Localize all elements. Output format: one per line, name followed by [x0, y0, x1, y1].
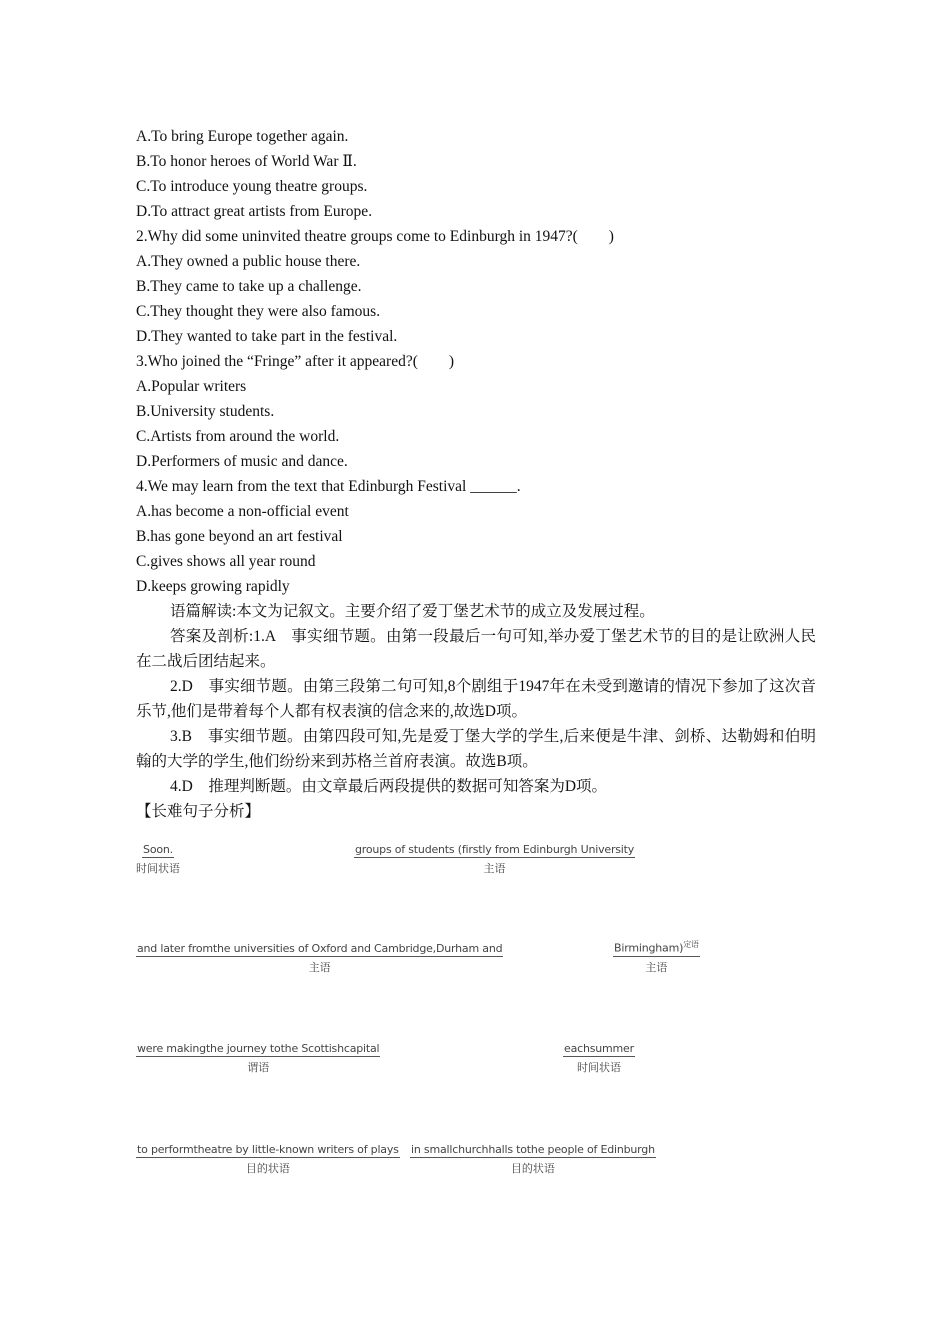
q4-stem: 4.We may learn from the text that Edinburgh Festival ______.	[136, 478, 521, 495]
segment-predicate: were makingthe journey tothe Scottishcapital 谓语	[137, 1042, 380, 1074]
q2-option-b: B.They came to take up a challenge.	[136, 278, 362, 295]
answer-2: 2.D 事实细节题。由第三段第二句可知,8个剧组于1947年在未受到邀请的情况下参加了这次音乐节,他们是带着每个人都有权表演的信念来的,故选D项。	[136, 678, 816, 720]
segment-role: 目的状语	[510, 1162, 555, 1175]
segment-sup: 定语	[683, 940, 699, 950]
segment-to-perform: to performtheatre by little-known writers of plays 目的状语	[137, 1143, 399, 1175]
segment-role: 主语	[308, 961, 331, 974]
segment-role: 目的状语	[245, 1162, 290, 1175]
q3-stem: 3.Who joined the “Fringe” after it appeared?( )	[136, 353, 455, 370]
q3-option-d: D.Performers of music and dance.	[136, 453, 348, 470]
answer-4: 4.D 推理判断题。由文章最后两段提供的数据可知答案为D项。	[170, 778, 608, 795]
section-heading: 【长难句子分析】	[136, 803, 261, 820]
q2-stem: 2.Why did some uninvited theatre groups come to Edinburgh in 1947?( )	[136, 228, 614, 245]
q3-option-c: C.Artists from around the world.	[136, 428, 340, 445]
segment-birmingham: Birmingham)$^{定语}$ 主语	[614, 940, 699, 974]
segment-church-halls: in smallchurchhalls tothe people of Edinburgh 目的状语	[411, 1143, 655, 1175]
segment-each-summer: eachsummer 时间状语	[564, 1042, 634, 1074]
segment-groups: groups of students (firstly from Edinburgh University 主语	[355, 843, 635, 875]
q4-option-d: D.keeps growing rapidly	[136, 578, 290, 595]
answer-3: 3.B 事实细节题。由第四段可知,先是爱丁堡大学的学生,后来便是牛津、剑桥、达勒姆和伯明翰的大学的学生,他们纷纷来到苏格兰首府表演。故选B项。	[136, 728, 816, 770]
segment-soon: Soon. 时间状语	[136, 843, 180, 875]
q3-option-b: B.University students.	[136, 403, 275, 420]
q1-option-c: C.To introduce young theatre groups.	[136, 178, 368, 195]
q3-option-a: A.Popular writers	[136, 378, 247, 395]
segment-role: 时间状语	[136, 862, 180, 875]
q4-option-a: A.has become a non-official event	[136, 503, 349, 520]
q1-option-d: D.To attract great artists from Europe.	[136, 203, 373, 220]
answer-1: 答案及剖析:1.A 事实细节题。由第一段最后一句可知,举办爱丁堡艺术节的目的是让欧洲人民在二战后团结起来。	[136, 628, 816, 670]
q2-option-a: A.They owned a public house there.	[136, 253, 361, 270]
segment-role: 主语	[645, 961, 668, 974]
segment-role: 主语	[483, 862, 506, 875]
segment-role: 时间状语	[576, 1061, 621, 1074]
q2-option-d: D.They wanted to take part in the festival.	[136, 328, 398, 345]
segment-later-universities: and later fromthe universities of Oxford and Cambridge,Durham and 主语	[137, 942, 503, 974]
q1-option-b: B.To honor heroes of World War Ⅱ.	[136, 153, 357, 170]
q4-option-c: C.gives shows all year round	[136, 553, 316, 570]
q2-option-c: C.They thought they were also famous.	[136, 303, 381, 320]
passage-analysis: 语篇解读:本文为记叙文。主要介绍了爱丁堡艺术节的成立及发展过程。	[170, 603, 655, 620]
q1-option-a: A.To bring Europe together again.	[136, 128, 349, 145]
segment-role: 谓语	[247, 1061, 270, 1074]
q4-option-b: B.has gone beyond an art festival	[136, 528, 343, 545]
